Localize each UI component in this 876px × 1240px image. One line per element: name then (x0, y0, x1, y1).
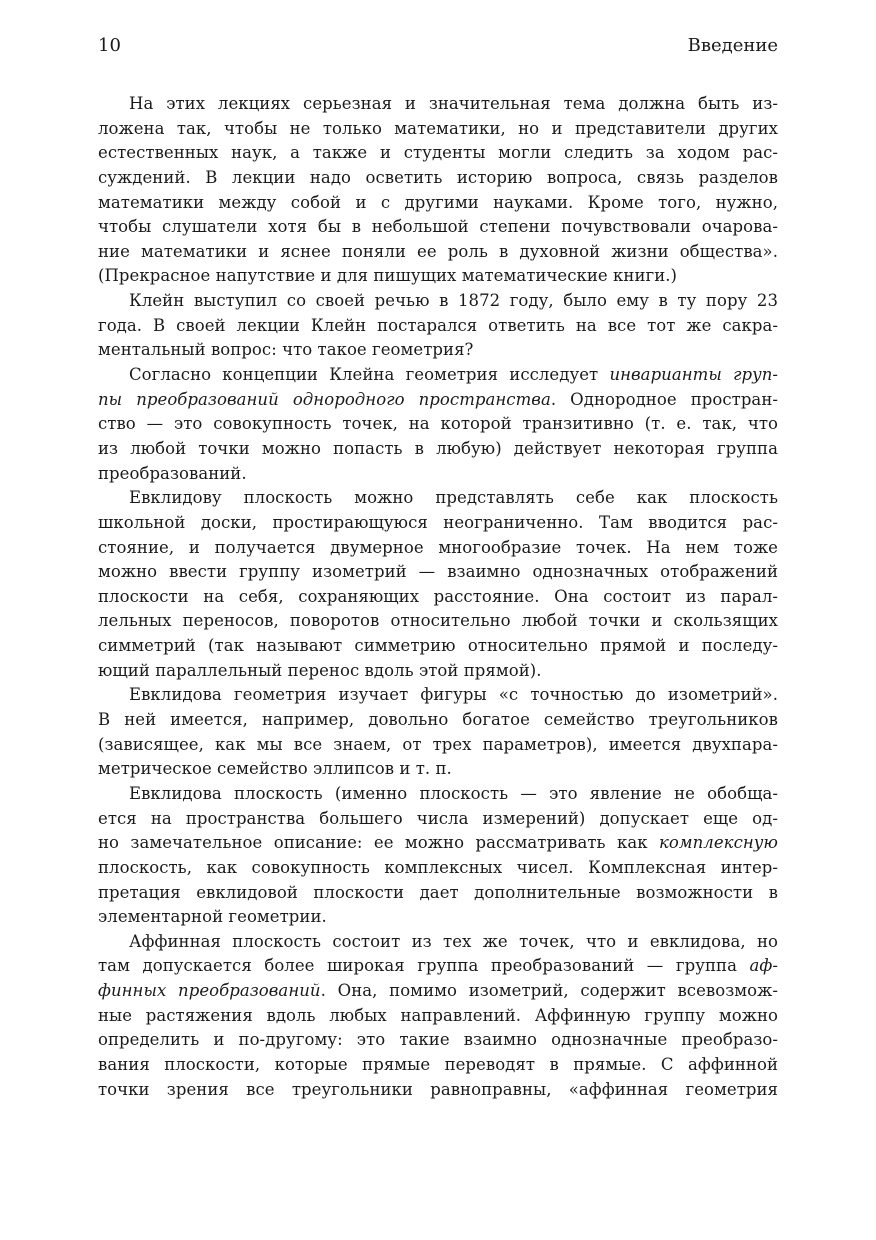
text-line: ментальный вопрос: что такое геометрия? (98, 340, 474, 360)
text-line: года. В своей лекции Клейн постарался ответить на все тот же сакра- (98, 315, 778, 335)
text-line: финных преобразований. Она, помимо изометрий, содержит всевозмож- (98, 981, 779, 1001)
text-line: ющий параллельный перенос вдоль этой прямой). (98, 660, 542, 680)
paragraph (98, 363, 778, 486)
text-line: из любой точки можно попасть в любую) действует некоторая группа (98, 438, 778, 458)
text-line: суждений. В лекции надо осветить историю вопроса, связь разделов (98, 167, 778, 187)
text-line: (зависящее, как мы все знаем, от трех параметров), имеется двухпара- (98, 734, 778, 754)
text-line: Евклидова плоскость (именно плоскость — это явление не обобща- (129, 783, 778, 803)
text-line: чтобы слушатели хотя бы в небольшой степени почувствовали очарова- (98, 217, 778, 237)
italic-term: пы преобразований однородного пространства (98, 389, 551, 409)
text-line: определить и по-другому: это такие взаимно однозначные преобразо- (98, 1030, 778, 1050)
text-line: Евклидова геометрия изучает фигуры «с точностью до изометрий». (129, 685, 778, 705)
paragraph (98, 683, 778, 782)
text-line: симметрий (так называют симметрию относительно прямой и последу- (98, 636, 778, 656)
paragraph (98, 289, 778, 363)
paragraph (98, 782, 778, 930)
running-head (98, 34, 778, 58)
text-line: ство — это совокупность точек, на которой транзитивно (т. е. так, что (98, 414, 778, 434)
section-title: Введение (687, 35, 778, 56)
text-line: ложена так, чтобы не только математики, но и представители других (98, 118, 778, 138)
book-page (98, 34, 778, 1102)
text-line: математики между собой и с другими науками. Кроме того, нужно, (98, 192, 778, 212)
body-text (98, 92, 778, 1102)
text-line: можно ввести группу изометрий — взаимно однозначных отображений (98, 562, 778, 582)
text-line: В ней имеется, например, довольно богатое семейство треугольников (98, 710, 778, 730)
text-line: школьной доски, простирающуюся неограниченно. Там вводится рас- (98, 512, 778, 532)
text-line: но замечательное описание: ее можно рассматривать как комплексную (98, 833, 778, 853)
paragraph (98, 930, 778, 1102)
text-line: ние математики и яснее поняли ее роль в духовной жизни общества». (98, 241, 778, 261)
text-line: преобразований. (98, 463, 247, 483)
text-line: Евклидову плоскость можно представлять себе как плоскость (129, 488, 778, 508)
paragraph (98, 92, 778, 289)
text-line: ется на пространства большего числа измерений) допускает еще од- (98, 808, 778, 828)
paragraph (98, 486, 778, 683)
text-line: естественных наук, а также и студенты могли следить за ходом рас- (98, 143, 778, 163)
italic-term: финных преобразований (98, 981, 321, 1001)
italic-term: аф- (749, 956, 778, 976)
text-line: Согласно концепции Клейна геометрия исследует инварианты груп- (129, 365, 778, 385)
text-line: лельных переносов, поворотов относительно любой точки и скользящих (98, 611, 778, 631)
text-line: элементарной геометрии. (98, 907, 327, 927)
text-line: ные растяжения вдоль любых направлений. Аффинную группу можно (98, 1005, 778, 1025)
text-line: Клейн выступил со своей речью в 1872 году, было ему в ту пору 23 (129, 291, 778, 311)
italic-term: инварианты груп- (609, 365, 778, 385)
text-line: претация евклидовой плоскости дает дополнительные возможности в (98, 882, 778, 902)
text-line: (Прекрасное напутствие и для пишущих математические книги.) (98, 266, 678, 286)
text-line: метрическое семейство эллипсов и т. п. (98, 759, 452, 779)
page-number: 10 (98, 35, 121, 56)
text-line: плоскости на себя, сохраняющих расстояние. Она состоит из парал- (98, 586, 778, 606)
text-line: вания плоскости, которые прямые переводят в прямые. С аффинной (98, 1054, 778, 1074)
text-line: стояние, и получается двумерное многообразие точек. На нем тоже (98, 537, 778, 557)
text-line: пы преобразований однородного пространства. Однородное простран- (98, 389, 778, 409)
italic-term: комплексную (659, 833, 778, 853)
text-line: точки зрения все треугольники равноправны, «аффинная геометрия (98, 1079, 778, 1099)
text-line: На этих лекциях серьезная и значительная тема должна быть из- (129, 94, 778, 113)
text-line: плоскость, как совокупность комплексных чисел. Комплексная интер- (98, 857, 778, 877)
text-line: там допускается более широкая группа преобразований — группа аф- (98, 956, 778, 976)
text-line: Аффинная плоскость состоит из тех же точек, что и евклидова, но (129, 931, 778, 951)
